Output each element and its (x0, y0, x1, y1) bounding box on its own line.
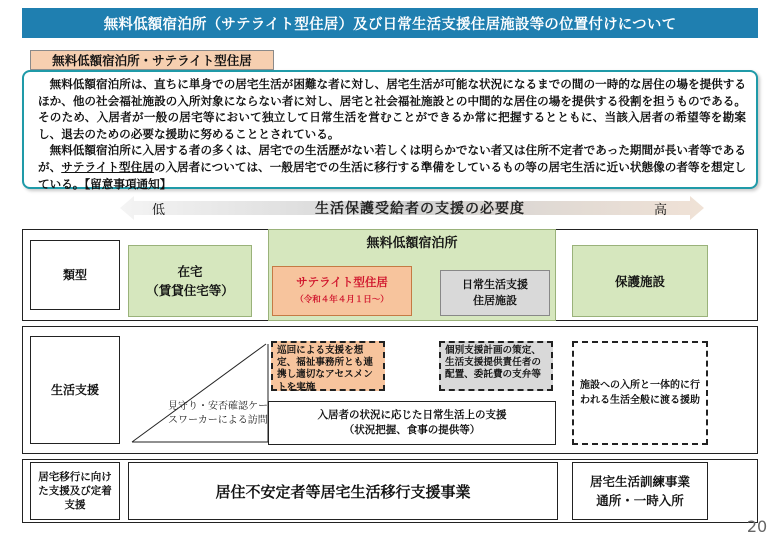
zaitaku-sublabel: （賃貸住宅等） (146, 283, 234, 298)
transition-right-line1: 居宅生活訓練事業 (589, 474, 690, 489)
kobetsu-support-box: 個別支援計画の策定、生活支援提供責任者の配置、委託費の支弁等 (439, 341, 553, 391)
high-label: 高 (654, 203, 668, 218)
zaitaku-box (128, 245, 252, 317)
muryo-title: 無料低額宿泊所 (366, 235, 458, 251)
transition-right-line2: 通所・一時入所 (596, 493, 684, 508)
daily-support-bar (268, 401, 556, 445)
transition-main-box: 居住不安定者等居宅生活移行支援事業 (128, 462, 558, 520)
description-text: 無料低額宿泊所に入居する者の多くは、居宅での生活歴がない若しくは明らかでない者又は住所不定者であった期間が長い者等であるが、 (38, 143, 746, 174)
mimamori-text: 見守り・安否確認ケースワーカーによる訪問 (168, 401, 268, 426)
hogo-box: 保護施設 (572, 245, 708, 317)
transition-row-label: 居宅移行に向けた支援及び定着支援 (30, 462, 120, 520)
hogo-support-line2: われる生活全般に渡る援助 (580, 395, 700, 406)
type-row-label: 類型 (30, 240, 120, 310)
daily-support-label: 入居者の状況に応じた日常生活上の支援 (317, 409, 507, 421)
need-level-label: 生活保護受給者の支援の必要度 (315, 201, 525, 217)
support-row-label: 生活支援 (30, 336, 120, 444)
hogo-support-box (572, 341, 708, 445)
description-text: の入居者については、一般居宅での生活に移行する準備をしているもの等の居宅生活に近い状態像の者等を想定している。【留意事項通知】 (38, 159, 746, 191)
description-paragraph-2 (38, 142, 746, 192)
description-box (22, 70, 758, 189)
page-title: 無料低額宿泊所（サテライト型住居）及び日常生活支援住居施設等の位置付けについて (22, 8, 758, 38)
page-number: 20 (746, 516, 768, 536)
daily-support-sublabel: （状況把握、食事の提供等） (343, 424, 481, 436)
nichijo-box (440, 270, 550, 316)
description-paragraph-1: 無料低額宿泊所は、直ちに単身での居宅生活が困難な者に対し、居宅生活が可能な状況になるまでの間の一時的な居住の場を提供するほか、他の社会福祉施設の入所対象にならない者に対し、居宅と社会福祉施設との中間的な居住の場を提供する役割を担うものである。そのため、入居者が一般の居宅等において独立して日常生活を営むことができるか常に把握するとともに、当該入居者の希望等を勘案し、退去のための必要な援助に努めることとされている。 (38, 77, 746, 141)
nichijo-label: 日常生活支援 (462, 278, 528, 291)
low-label: 低 (152, 203, 166, 218)
junkai-support-box: 巡回による支援を想定、福祉事務所とも連携し適切なアセスメントを実施 (271, 341, 385, 391)
zaitaku-label: 在宅 (177, 264, 203, 279)
nichijo-sublabel: 住居施設 (473, 294, 517, 307)
satellite-label: サテライト型住居 (296, 275, 388, 289)
section-tab: 無料低額宿泊所・サテライト型住居 (30, 50, 274, 70)
hogo-support-line1: 施設への入所と一体的に行 (580, 380, 700, 391)
transition-right-box (572, 462, 708, 520)
satellite-date: （令和４年４月１日〜） (295, 294, 389, 305)
description-underlined-text: サテライト型住居 (61, 159, 154, 174)
